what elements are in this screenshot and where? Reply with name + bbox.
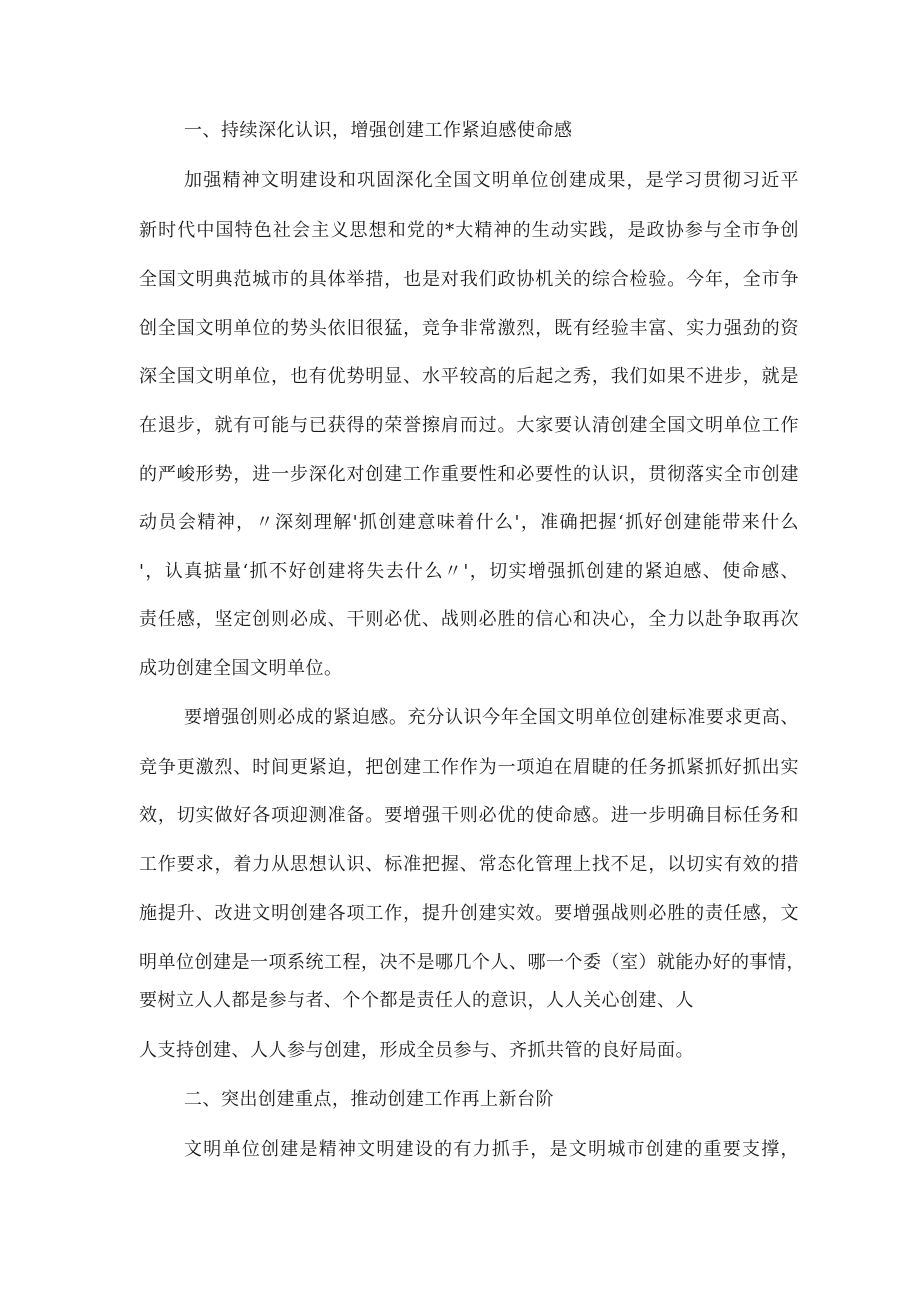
paragraph-2-line-6: 明单位创建是一项系统工程，决不是哪几个人、哪一个委（室）就能办好的事情， bbox=[139, 952, 805, 973]
paragraph-2-line-4: 工作要求，着力从思想认识、标准把握、常态化管理上找不足，以切实有效的措 bbox=[139, 854, 799, 875]
paragraph-2-line-3: 效，切实做好各项迎测准备。要增强干则必优的使命感。进一步明确目标任务和 bbox=[139, 805, 799, 826]
paragraph-2-line-2: 竞争更激烈、时间更紧迫，把创建工作作为一项迫在眉睫的任务抓紧抓好抓出实 bbox=[139, 757, 799, 778]
paragraph-1-line-5: 深全国文明单位，也有优势明显、水平较高的后起之秀，我们如果不进步，就是 bbox=[139, 366, 799, 387]
paragraph-2-line-7: 要树立人人都是参与者、个个都是责任人的意识，人人关心创建、人 bbox=[139, 990, 694, 1011]
paragraph-1-line-10: 责任感，坚定创则必成、干则必优、战则必胜的信心和决心，全力以赴争取再次 bbox=[139, 609, 799, 630]
paragraph-1-line-4: 创全国文明单位的势头依旧很猛，竞争非常激烈，既有经验丰富、实力强劲的资 bbox=[139, 318, 799, 339]
paragraph-1-line-7: 的严峻形势，进一步深化对创建工作重要性和必要性的认识，贯彻落实全市创建 bbox=[139, 464, 799, 485]
section-heading-2: 二、突出创建重点，推动创建工作再上新台阶 bbox=[184, 1089, 554, 1110]
paragraph-2-line-8: 人支持创建、人人参与创建，形成全员参与、齐抓共管的良好局面。 bbox=[139, 1040, 694, 1061]
paragraph-1-line-6: 在退步，就有可能与已获得的荣誉擦肩而过。大家要认清创建全国文明单位工作 bbox=[139, 415, 799, 436]
section-heading-1: 一、持续深化认识，增强创建工作紧迫感使命感 bbox=[184, 120, 573, 141]
paragraph-1-line-11: 成功创建全国文明单位。 bbox=[139, 658, 343, 679]
paragraph-2-line-1: 要增强创则必成的紧迫感。充分认识今年全国文明单位创建标准要求更高、 bbox=[184, 707, 799, 728]
paragraph-2-line-5: 施提升、改进文明创建各项工作，提升创建实效。要增强战则必胜的责任感，文 bbox=[139, 903, 799, 924]
paragraph-1-line-3: 全国文明典范城市的具体举措，也是对我们政协机关的综合检验。今年，全市争 bbox=[139, 269, 799, 290]
paragraph-1-line-2: 新时代中国特色社会主义思想和党的*大精神的生动实践，是政协参与全市争创 bbox=[139, 220, 799, 241]
paragraph-1-line-1: 加强精神文明建设和巩固深化全国文明单位创建成果，是学习贯彻习近平 bbox=[184, 170, 799, 191]
paragraph-1-line-9: '，认真掂量‘抓不好创建将失去什么〃'，切实增强抓创建的紧迫感、使命感、 bbox=[139, 561, 799, 582]
paragraph-1-line-8: 动员会精神，〃深刻理解'抓创建意味着什么'，准确把握‘抓好创建能带来什么 bbox=[139, 512, 799, 533]
paragraph-3-line-1: 文明单位创建是精神文明建设的有力抓手，是文明城市创建的重要支撑， bbox=[184, 1139, 799, 1160]
